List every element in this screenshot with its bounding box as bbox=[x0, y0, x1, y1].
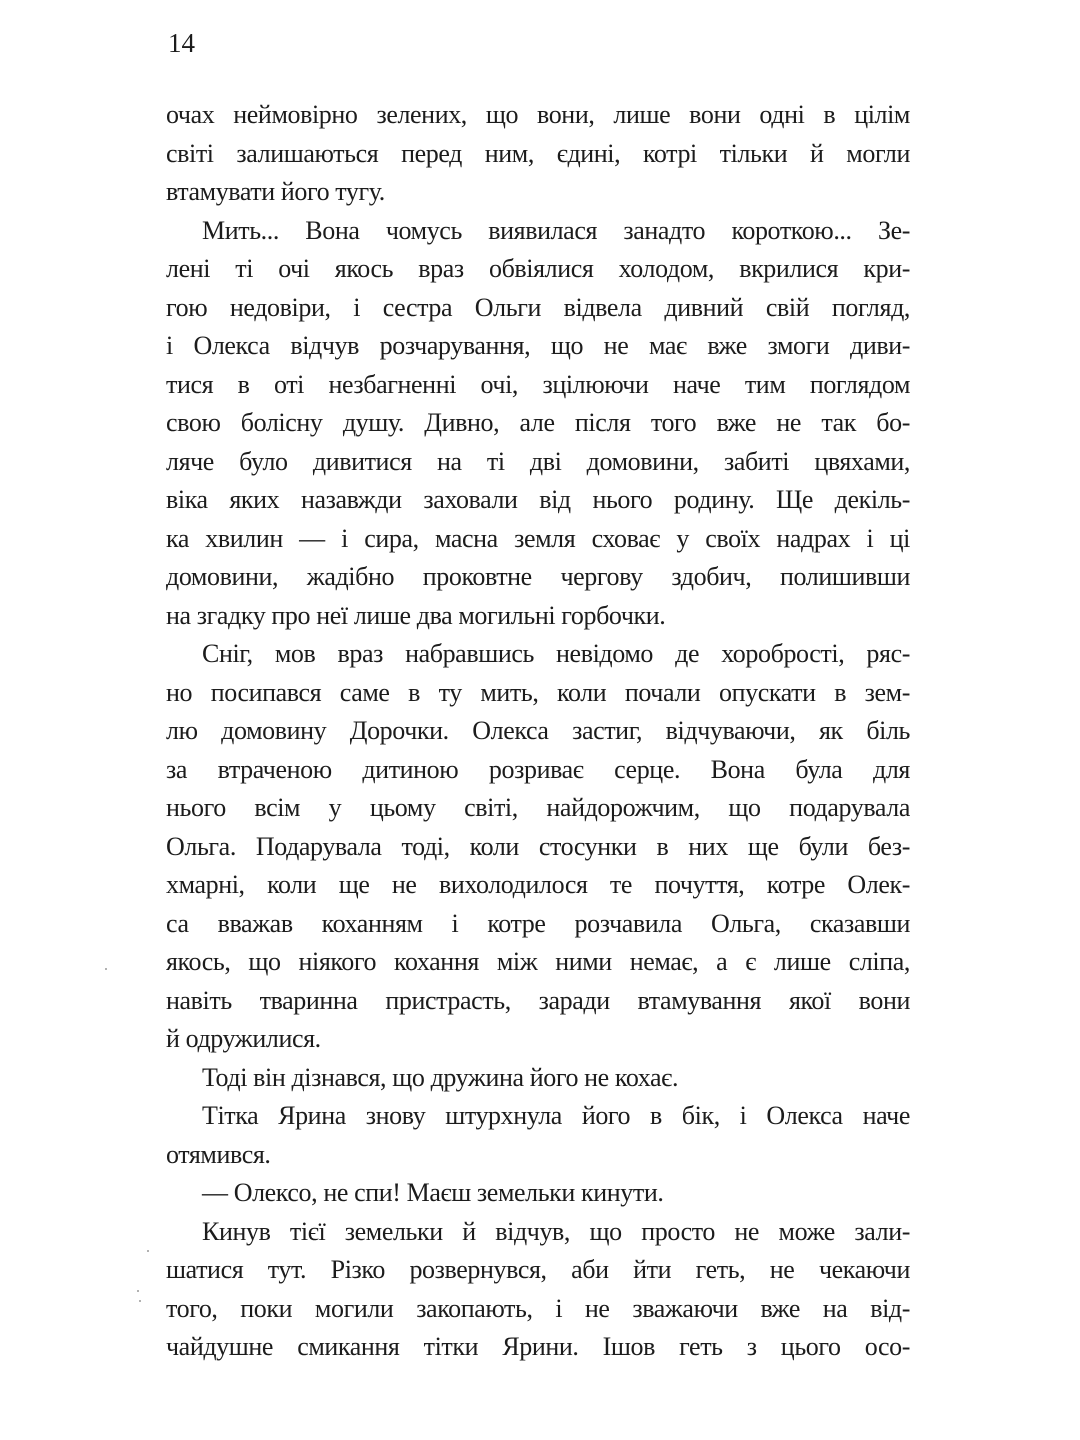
text-line: втамувати його тугу. bbox=[166, 177, 385, 206]
text-line: навіть тваринна пристрасть, заради втамування якої вони bbox=[166, 985, 910, 1015]
text-line: хмарні, коли ще не вихолодилося те почуття, котре Олек- bbox=[166, 870, 910, 899]
text-line: отямився. bbox=[166, 1139, 271, 1169]
text-line: Мить... Вона чомусь виявилася занадто короткою... Зе- bbox=[202, 215, 910, 245]
text-line: світі залишаються перед ним, єдині, котрі тільки й могли bbox=[166, 138, 910, 168]
text-line: шатися тут. Різко розвернувся, аби йти геть, не чекаючи bbox=[166, 1255, 910, 1284]
text-line: нього всім у цьому світі, найдорожчим, що подарувала bbox=[166, 793, 910, 822]
text-line: Тітка Ярина знову штурхнула його в бік, і Олекса наче bbox=[202, 1101, 910, 1130]
page-number: 14 bbox=[168, 28, 195, 58]
text-line: Кинув тієї земельки й відчув, що просто не може зали- bbox=[202, 1216, 910, 1246]
text-line: домовини, жадібно проковтне чергову здобич, полишивши bbox=[166, 562, 910, 591]
text-line: того, поки могили закопають, і не зважаючи вже на від- bbox=[166, 1293, 910, 1323]
text-line: — Олексо, не спи! Маєш земельки кинути. bbox=[202, 1178, 664, 1207]
scan-speck bbox=[147, 1250, 149, 1252]
scan-speck bbox=[105, 968, 107, 970]
text-line: са вважав коханням і котре розчавила Ольга, сказавши bbox=[166, 908, 910, 938]
text-line: тися в оті незбагненні очі, зцілюючи наче тим поглядом bbox=[166, 369, 910, 399]
scan-speck bbox=[137, 1290, 139, 1292]
text-line: й одружилися. bbox=[166, 1024, 321, 1053]
text-line: Сніг, мов враз набравшись невідомо де хоробрості, ряс- bbox=[202, 639, 910, 668]
text-line: ка хвилин — і сира, масна земля сховає у своїх надрах і ці bbox=[166, 523, 910, 553]
text-line: за втраченою дитиною розриває серце. Вона була для bbox=[166, 754, 910, 784]
text-line: віка яких назавжди заховали від нього родину. Ще декіль- bbox=[166, 485, 910, 514]
text-line: якось, що ніякого кохання між ними немає, а є лише сліпа, bbox=[166, 947, 910, 976]
scan-speck bbox=[139, 1300, 141, 1302]
text-line: чайдушне смикання тітки Ярини. Ішов геть з цього осо- bbox=[166, 1332, 910, 1361]
body-text bbox=[166, 96, 910, 1367]
text-line: очах неймовірно зелених, що вони, лише вони одні в цілім bbox=[166, 100, 910, 129]
text-line: ляче було дивитися на ті дві домовини, забиті цвяхами, bbox=[166, 446, 910, 476]
text-line: Ольга. Подарувала тоді, коли стосунки в них ще були без- bbox=[166, 831, 910, 861]
text-line: лені ті очі якось враз обвіялися холодом, вкрилися кри- bbox=[166, 254, 910, 283]
text-line: свою болісну душу. Дивно, але після того вже не так бо- bbox=[166, 408, 910, 437]
text-line: гою недовіри, і сестра Ольги відвела дивний свій погляд, bbox=[166, 292, 910, 322]
text-line: і Олекса відчув розчарування, що не має вже змоги диви- bbox=[166, 331, 910, 360]
text-line: лю домовину Дорочки. Олекса застиг, відчуваючи, як біль bbox=[166, 716, 910, 745]
text-line: на згадку про неї лише два могильні горбочки. bbox=[166, 600, 666, 630]
text-line: но посипався саме в ту мить, коли почали опускати в зем- bbox=[166, 677, 910, 707]
text-line: Тоді він дізнався, що дружина його не кохає. bbox=[202, 1062, 679, 1092]
